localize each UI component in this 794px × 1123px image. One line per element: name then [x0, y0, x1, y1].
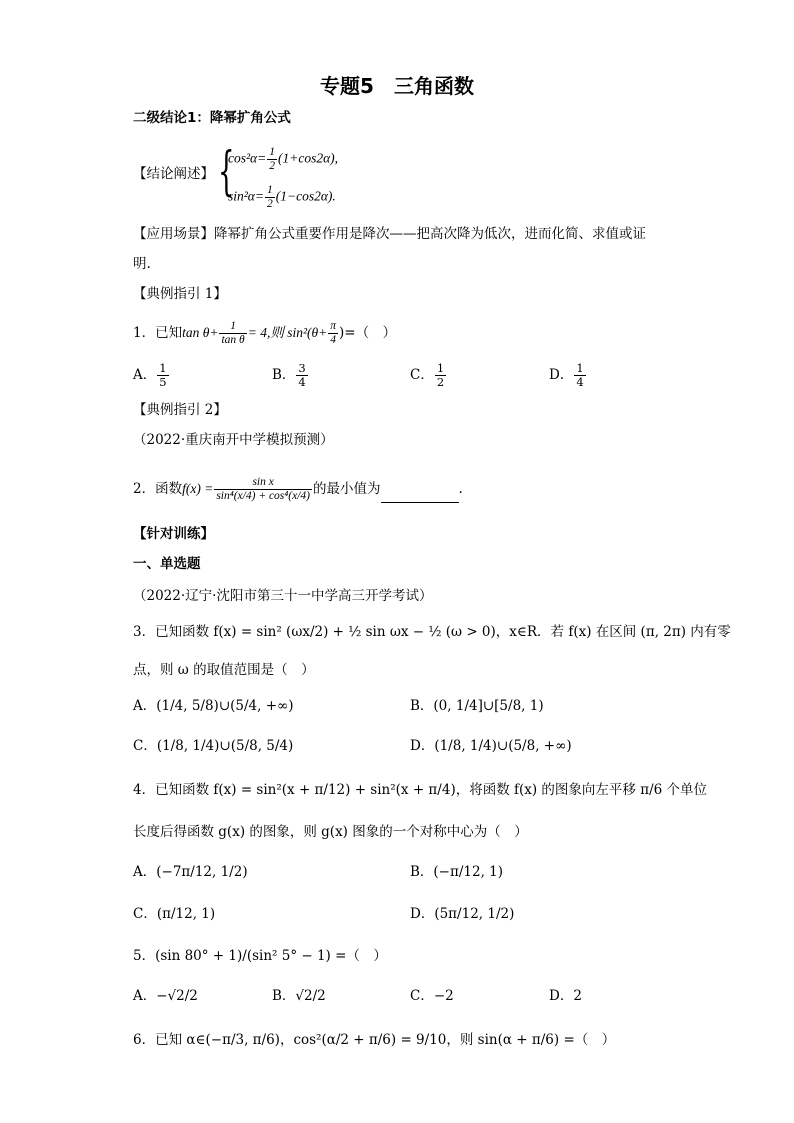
question-5: 5．(sin 80° + 1)/(sin² 5° − 1) =（ ）: [133, 948, 387, 964]
q4-option-a[interactable]: A．(−7π/12, 1/2): [133, 864, 248, 880]
q5-option-b[interactable]: B．√2/2: [272, 988, 326, 1004]
question-4-line1: 4．已知函数 f(x) = sin²(x + π/12) + sin²(x + π/4)，将函数 f(x) 的图象向左平移 π/6 个单位: [133, 782, 708, 798]
q1-option-a[interactable]: A． $\frac{1}{5}$: [133, 361, 167, 389]
application-scene-line1: 【应用场景】降幂扩角公式重要作用是降次——把高次降为低次，进而化简、求值或证: [133, 226, 646, 242]
q4-option-b[interactable]: B．(−π/12, 1): [410, 864, 504, 880]
q3-option-c[interactable]: C．(1/8, 1/4)∪(5/8, 5/4): [133, 738, 294, 754]
q5-option-d[interactable]: D．2: [549, 988, 582, 1004]
q4-option-d[interactable]: D．(5π/12, 1/2): [410, 906, 515, 922]
single-choice-heading: 一、单选题: [133, 556, 201, 572]
conclusion-label: 【结论阐述】: [133, 166, 214, 182]
formula-cos: cos²α= $\frac{1}{2}$ (1+cos2α),: [228, 146, 339, 172]
q1-option-b[interactable]: B． $\frac{3}{4}$: [272, 361, 306, 389]
q3-option-b[interactable]: B．(0, 1/4]∪[5/8, 1): [410, 698, 544, 714]
q1-option-d[interactable]: D． $\frac{1}{4}$: [549, 361, 584, 389]
q1-option-c[interactable]: C． $\frac{1}{2}$: [410, 361, 445, 389]
page-title: 专题5 三角函数: [320, 74, 474, 98]
question-2: 2．函数f(x) = $\frac{\text{sin x}}{\text{sin⁴(x/4) + cos⁴(x/4)}}$ 的最小值为 .: [133, 476, 463, 502]
section-heading-1: 二级结论1：降幂扩角公式: [133, 110, 291, 126]
example-heading-2: 【典例指引 2】: [133, 402, 227, 418]
left-brace: {: [218, 142, 235, 202]
training-heading: 【针对训练】: [133, 526, 214, 542]
q5-option-a[interactable]: A．−√2/2: [133, 988, 198, 1004]
q4-option-c[interactable]: C．(π/12, 1): [133, 906, 216, 922]
formula-sin: sin²α= $\frac{1}{2}$ (1−cos2α).: [228, 184, 336, 210]
question-4-line2: 长度后得函数 g(x) 的图象，则 g(x) 图象的一个对称中心为（ ）: [133, 824, 528, 840]
q2-source: （2022·重庆南开中学模拟预测）: [133, 432, 334, 448]
question-6: 6．已知 α∈(−π/3, π/6)，cos²(α/2 + π/6) = 9/10，则 sin(α + π/6) =（ ）: [133, 1032, 616, 1048]
application-scene-line2: 明.: [133, 256, 151, 272]
q3-source: （2022·辽宁·沈阳市第三十一中学高三开学考试）: [133, 588, 433, 604]
q3-option-d[interactable]: D．(1/8, 1/4)∪(5/8, +∞): [410, 738, 572, 754]
question-3-line2: 点，则 ω 的取值范围是（ ）: [133, 662, 315, 678]
example-heading-1: 【典例指引 1】: [133, 286, 227, 302]
question-1: 1．已知tan θ+ $\frac{1}{\text{tan θ}}$ = 4,则 sin²(θ+ $\frac{\pi}{4}$ )=（ ）: [133, 320, 397, 346]
q5-option-c[interactable]: C．−2: [410, 988, 454, 1004]
answer-blank[interactable]: [381, 488, 459, 503]
question-3-line1: 3．已知函数 f(x) = sin² (ωx/2) + ½ sin ωx − ½ (ω > 0)，x∈R．若 f(x) 在区间 (π, 2π) 内有零: [133, 624, 731, 640]
q3-option-a[interactable]: A．(1/4, 5/8)∪(5/4, +∞): [133, 698, 294, 714]
